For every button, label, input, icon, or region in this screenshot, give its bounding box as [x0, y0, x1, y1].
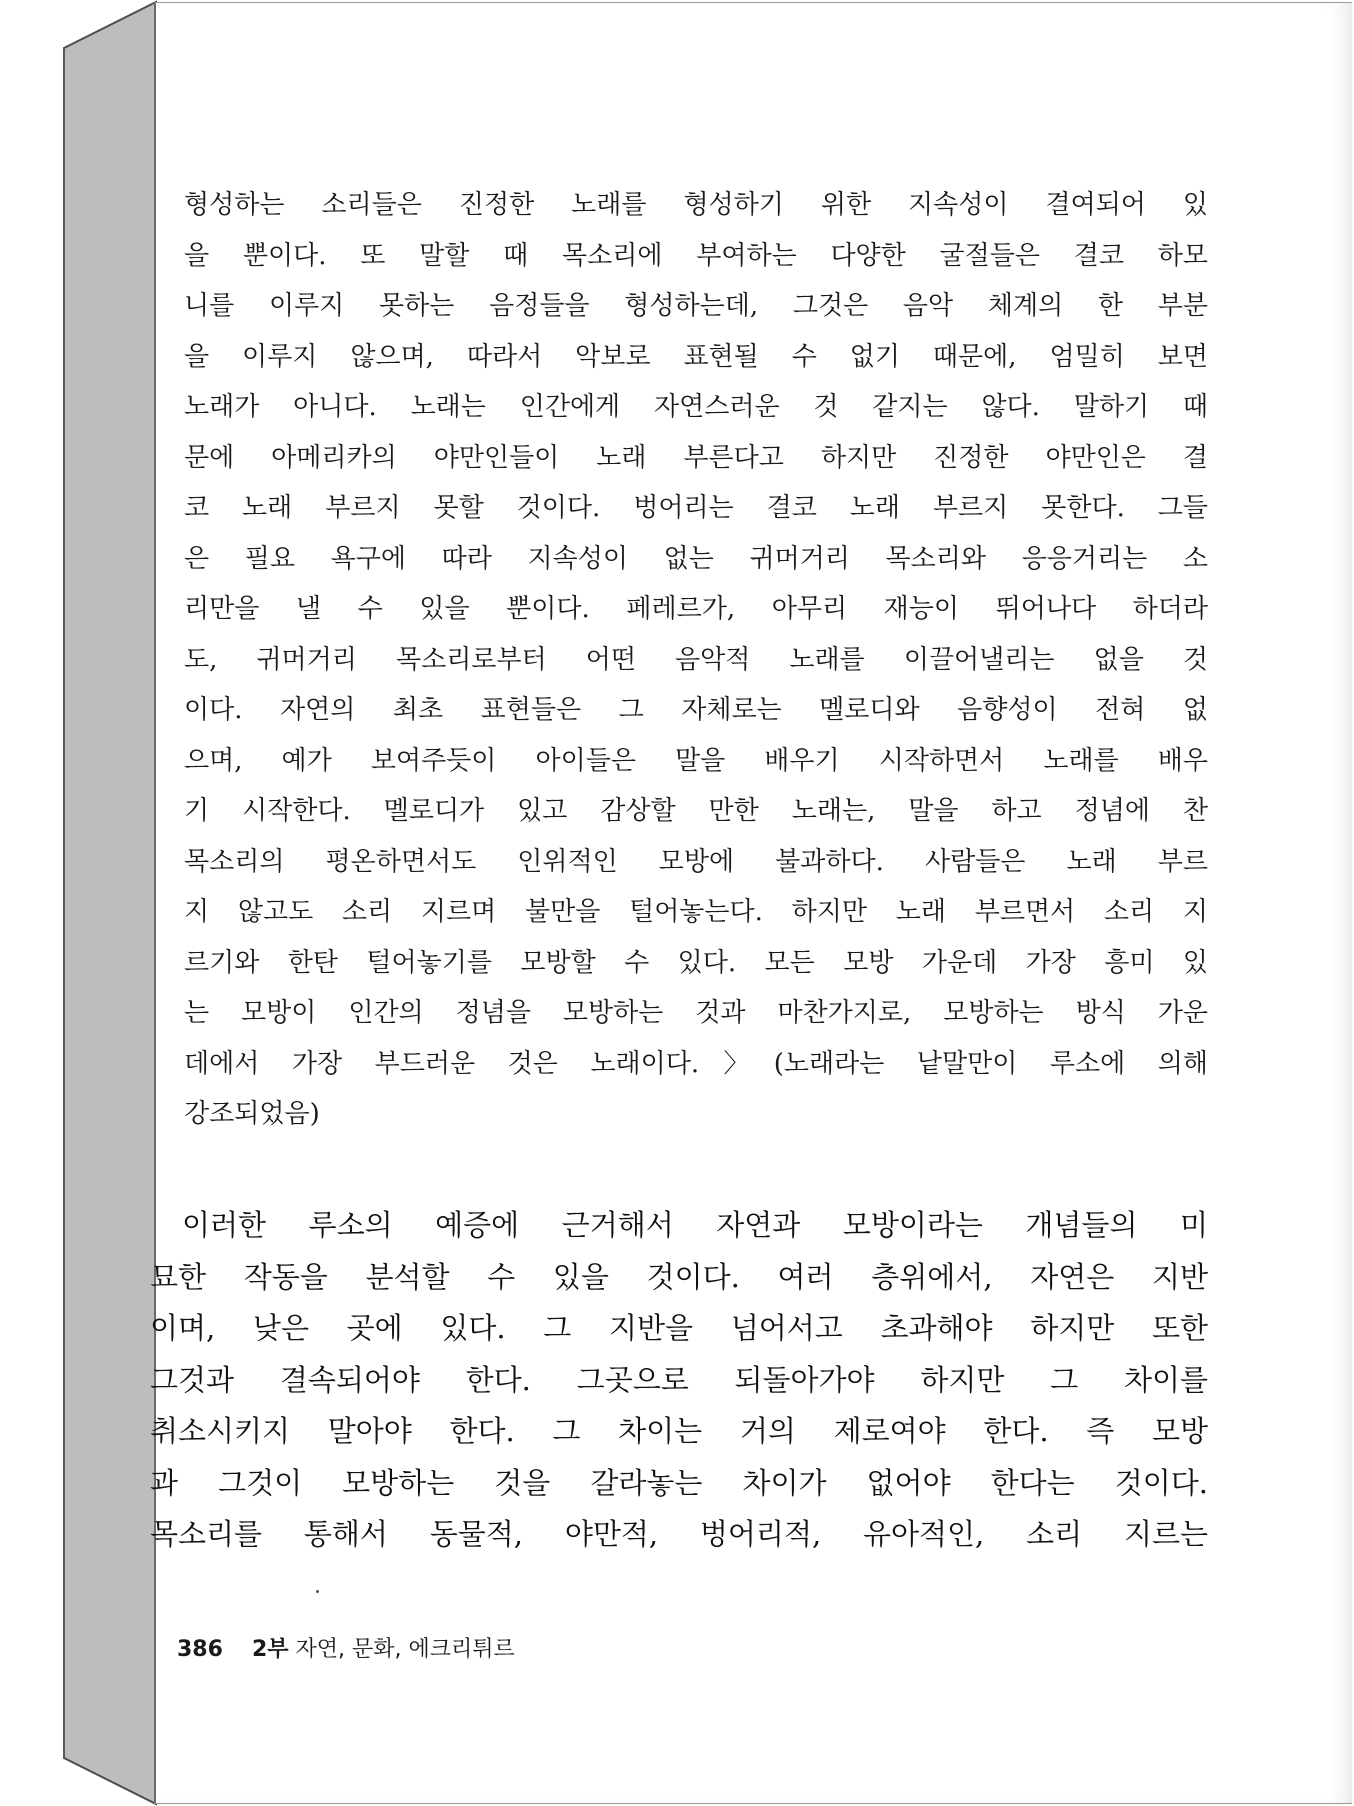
quote-line: 코 노래 부르지 못할 것이다. 벙어리는 결코 노래 부르지 못한다. 그들 — [184, 493, 1208, 523]
block-quote — [184, 180, 1208, 1140]
quote-line: 노래가 아니다. 노래는 인간에게 자연스러운 것 같지는 않다. 말하기 때 — [184, 392, 1208, 422]
quote-line: 데에서 가장 부드러운 것은 노래이다.〉(노래라는 낱말만이 루소에 의해 — [184, 1048, 1208, 1079]
stray-dot — [316, 1590, 319, 1593]
page-footer — [177, 1632, 515, 1663]
page-number: 386 — [177, 1637, 223, 1662]
part-label: 2부 — [251, 1637, 289, 1662]
quote-line: 니를 이루지 못하는 음정들을 형성하는데, 그것은 음악 체계의 한 부분 — [184, 291, 1208, 321]
quote-line: 은 필요 욕구에 따라 지속성이 없는 귀머거리 목소리와 응응거리는 소 — [184, 543, 1208, 574]
quote-line: 으며, 예가 보여주듯이 아이들은 말을 배우기 시작하면서 노래를 배우 — [184, 745, 1208, 776]
quote-line: 강조되었음) — [184, 1099, 320, 1129]
body-line: 이러한 루소의 예증에 근거해서 자연과 모방이라는 개념들의 미 — [182, 1208, 1208, 1242]
body-line: 그것과 결속되어야 한다. 그곳으로 되돌아가야 하지만 그 차이를 — [150, 1362, 1208, 1397]
body-line: 취소시키지 말아야 한다. 그 차이는 거의 제로여야 한다. 즉 모방 — [150, 1414, 1208, 1448]
quote-line: 도, 귀머거리 목소리로부터 어떤 음악적 노래를 이끌어낼리는 없을 것 — [184, 644, 1208, 675]
quote-line: 문에 아메리카의 야만인들이 노래 부른다고 하지만 진정한 야만인은 결 — [184, 442, 1208, 473]
book-side-face — [64, 2, 156, 1804]
quote-line: 이다. 자연의 최초 표현들은 그 자체로는 멜로디와 음향성이 전혀 없 — [184, 695, 1208, 725]
quote-line: 지 않고도 소리 지르며 불만을 털어놓는다. 하지만 노래 부르면서 소리 지 — [184, 897, 1208, 927]
body-paragraph — [150, 1200, 1208, 1561]
body-line: 이며, 낮은 곳에 있다. 그 지반을 넘어서고 초과해야 하지만 또한 — [150, 1311, 1208, 1345]
quote-line: 르기와 한탄 털어놓기를 모방할 수 있다. 모든 모방 가운데 가장 흥미 있 — [184, 947, 1208, 978]
quote-line: 을 뿐이다. 또 말할 때 목소리에 부여하는 다양한 굴절들은 결코 하모 — [184, 240, 1208, 271]
quote-line: 형성하는 소리들은 진정한 노래를 형성하기 위한 지속성이 결여되어 있 — [184, 190, 1208, 220]
quote-line: 을 이루지 않으며, 따라서 악보로 표현될 수 없기 때문에, 엄밀히 보면 — [184, 341, 1208, 372]
quote-line: 기 시작한다. 멜로디가 있고 감상할 만한 노래는, 말을 하고 정념에 찬 — [184, 796, 1208, 826]
book-spine — [0, 0, 160, 1806]
quote-line: 는 모방이 인간의 정념을 모방하는 것과 마찬가지로, 모방하는 방식 가운 — [184, 998, 1208, 1028]
body-line: 목소리를 통해서 동물적, 야만적, 벙어리적, 유아적인, 소리 지르는 — [150, 1517, 1208, 1551]
quote-line: 리만을 낼 수 있을 뿐이다. 페레르가, 아무리 재능이 뛰어나다 하더라 — [184, 594, 1208, 624]
body-line: 과 그것이 모방하는 것을 갈라놓는 차이가 없어야 한다는 것이다. — [150, 1465, 1208, 1500]
quote-line: 목소리의 평온하면서도 인위적인 모방에 불과하다. 사람들은 노래 부르 — [184, 846, 1208, 877]
running-title: 자연, 문화, 에크리튀르 — [295, 1637, 515, 1662]
body-line: 묘한 작동을 분석할 수 있을 것이다. 여러 층위에서, 자연은 지반 — [150, 1259, 1208, 1294]
